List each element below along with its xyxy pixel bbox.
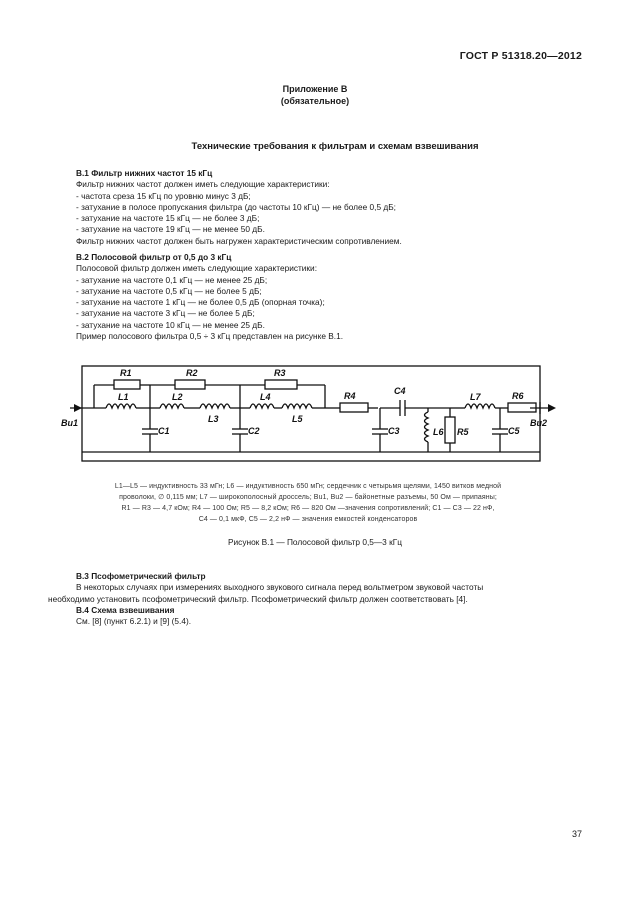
label-r2: R2 bbox=[186, 368, 198, 378]
section-heading: В.4 Схема взвешивания bbox=[76, 604, 175, 615]
figure-caption: Рисунок В.1 — Полосовой фильтр 0,5—3 кГц bbox=[228, 537, 402, 547]
svg-text:L4 bbox=[260, 392, 271, 402]
page-number: 37 bbox=[571, 829, 582, 839]
label-r1: R1 bbox=[120, 368, 132, 378]
label-l7: L7 bbox=[470, 392, 481, 402]
label-l6: L6 bbox=[433, 427, 444, 437]
label-r5: R5 bbox=[457, 427, 469, 437]
svg-text:R2 bbox=[186, 368, 198, 378]
label-c1: C1 bbox=[158, 426, 170, 436]
svg-text:R3 bbox=[274, 368, 286, 378]
text-line: Пример полосового фильтра 0,5 ÷ 3 кГц представлен на рисунке В.1. bbox=[76, 331, 344, 342]
annex-status: (обязательное) bbox=[280, 96, 350, 106]
svg-text:C5 bbox=[508, 426, 520, 436]
page-title: Технические требования к фильтрам и схемам взвешивания bbox=[191, 141, 479, 152]
text-line: - затухание в полосе пропускания фильтра (до частоты 10 кГц) — не более 0,5 дБ; bbox=[76, 201, 396, 212]
text-line: Фильтр нижних частот должен иметь следующие характеристики: bbox=[76, 179, 330, 190]
text-line: Фильтр нижних частот должен быть нагружен характеристическим сопротивлением. bbox=[76, 235, 402, 246]
legend-line: R1 — R3 — 4,7 кОм; R4 — 100 Ом; R5 — 8,2 кОм; R6 — 820 Ом —значения сопротивлений; C1 — C3 — 22 нФ, bbox=[121, 505, 495, 512]
svg-text:R4 bbox=[344, 391, 356, 401]
text-line: - затухание на частоте 10 кГц — не менее 25 дБ. bbox=[76, 319, 265, 330]
svg-text:C2 bbox=[248, 426, 260, 436]
svg-text:L7 bbox=[470, 392, 481, 402]
svg-text:Bu2 bbox=[530, 418, 547, 428]
text-line: - частота среза 15 кГц по уровню минус 3 дБ; bbox=[76, 190, 251, 201]
label-c2: C2 bbox=[248, 426, 260, 436]
label-l3: L3 bbox=[208, 414, 219, 424]
section-heading: В.1 Фильтр нижних частот 15 кГц bbox=[76, 168, 213, 178]
label-bu1: Bu1 bbox=[61, 418, 79, 428]
text-line: - затухание на частоте 0,1 кГц — не менее 25 дБ; bbox=[76, 274, 268, 285]
label-c3: C3 bbox=[388, 426, 400, 436]
label-c4: C4 bbox=[394, 386, 406, 396]
section-b3-b4 bbox=[48, 571, 596, 627]
svg-text:Bu1 bbox=[61, 418, 78, 428]
text-line: - затухание на частоте 3 кГц — не более 5 дБ; bbox=[76, 308, 255, 319]
text-line: - затухание на частоте 15 кГц — не более 3 дБ; bbox=[76, 213, 260, 224]
label-r4: R4 bbox=[344, 391, 356, 401]
standard-designation: ГОСТ Р 51318.20—2012 bbox=[459, 50, 582, 62]
label-bu2: Bu2 bbox=[530, 418, 548, 428]
text-line: - затухание на частоте 0,5 кГц — не более 5 дБ; bbox=[76, 285, 262, 296]
section-b2 bbox=[76, 252, 596, 342]
svg-text:L5 bbox=[292, 414, 303, 424]
section-heading: В.2 Полосовой фильтр от 0,5 до 3 кГц bbox=[76, 252, 232, 262]
annex-title: Приложение В bbox=[282, 84, 348, 94]
label-l2: L2 bbox=[172, 392, 183, 402]
svg-text:R5 bbox=[457, 427, 469, 437]
figure-legend bbox=[70, 481, 546, 525]
svg-text:R1 bbox=[120, 368, 132, 378]
text-line: - затухание на частоте 1 кГц — не более 0,5 дБ (опорная точка); bbox=[76, 297, 325, 308]
svg-text:R6 bbox=[512, 391, 524, 401]
text-line: Полосовой фильтр должен иметь следующие характеристики: bbox=[76, 263, 317, 274]
svg-text:C1 bbox=[158, 426, 170, 436]
text-line: необходимо установить псофометрический фильтр. Псофометрический фильтр должен соответствовать [4]. bbox=[48, 593, 468, 604]
svg-text:L6 bbox=[433, 427, 444, 437]
text-line: См. [8] (пункт 6.2.1) и [9] (5.4). bbox=[76, 616, 192, 627]
label-r6: R6 bbox=[512, 391, 524, 401]
section-b1 bbox=[76, 168, 596, 247]
svg-text:L2 bbox=[172, 392, 183, 402]
legend-line: L1—L5 — индуктивность 33 мГн; L6 — индуктивность 650 мГн; сердечник с четырьмя щелями, 1450 витков медной bbox=[114, 483, 502, 490]
text-line: В некоторых случаях при измерениях выходного звукового сигнала перед вольтметром звуковой частоты bbox=[76, 582, 484, 593]
svg-text:C3 bbox=[388, 426, 400, 436]
legend-line: C4 — 0,1 мкФ, C5 — 2,2 нФ — значения емкостей конденсаторов bbox=[198, 516, 418, 523]
section-heading: В.3 Псофометрический фильтр bbox=[76, 571, 206, 581]
svg-text:L3 bbox=[208, 414, 219, 424]
label-l5: L5 bbox=[292, 414, 303, 424]
label-l1: L1 bbox=[118, 392, 129, 402]
bandpass-filter-schematic bbox=[60, 362, 560, 468]
label-l4: L4 bbox=[260, 392, 271, 402]
svg-text:L1 bbox=[118, 392, 129, 402]
legend-line: проволоки, ∅ 0,115 мм; L7 — широкополосный дроссель; Bu1, Bu2 — байонетные разъемы, 50 Ом — припаяны; bbox=[119, 494, 497, 501]
text-line: - затухание на частоте 19 кГц — не менее 50 дБ. bbox=[76, 224, 265, 235]
label-c5: C5 bbox=[508, 426, 520, 436]
svg-text:C4 bbox=[394, 386, 406, 396]
label-r3: R3 bbox=[274, 368, 286, 378]
